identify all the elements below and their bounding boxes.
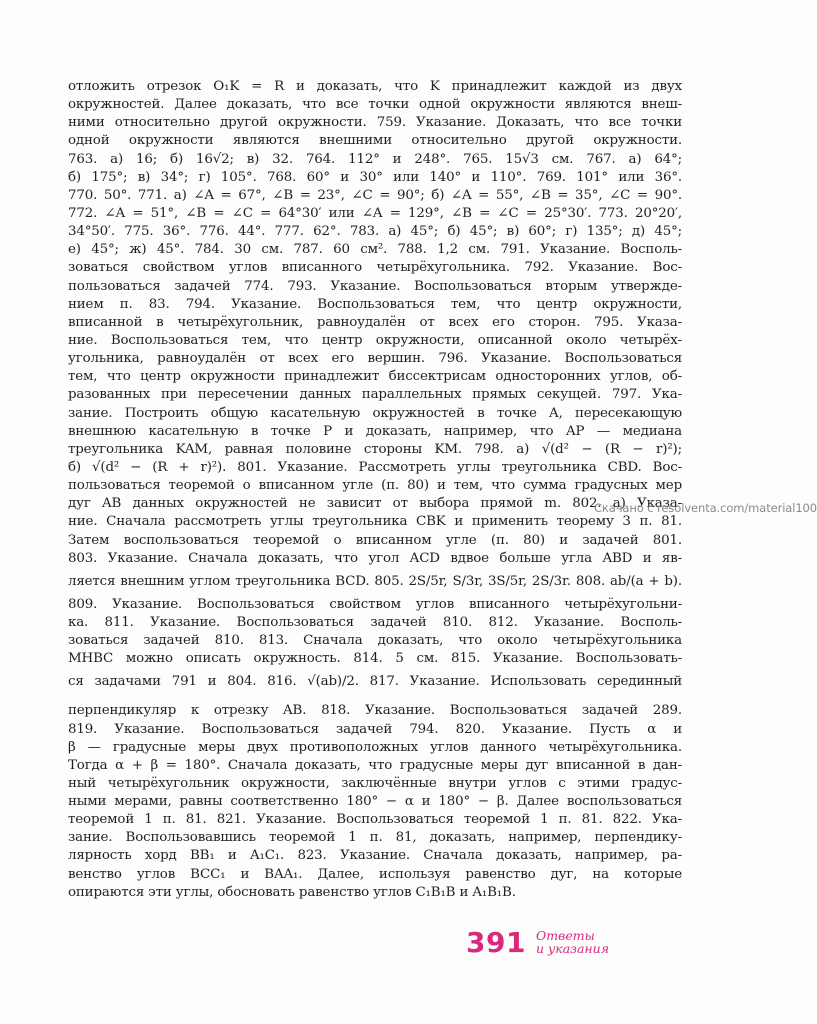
text-line: зание. Воспользовавшись теоремой 1 п. 81, доказать, например, перпендику- xyxy=(68,830,682,846)
text-line: разованных при пересечении данных параллельных прямых секущей. 797. Ука- xyxy=(68,387,682,403)
text-line: 770. 50°. 771. а) ∠A = 67°, ∠B = 23°, ∠C = 90°; б) ∠A = 55°, ∠B = 35°, ∠C = 90°. xyxy=(68,187,683,203)
text-line: перпендикуляр к отрезку AB. 818. Указание. Воспользоваться задачей 289. xyxy=(68,703,682,719)
page-number: 391 xyxy=(466,925,526,959)
text-line: одной окружности являются внешними относительно другой окружности. xyxy=(68,133,682,149)
text-line: отложить отрезок O₁K = R и доказать, что K принадлежит каждой из двух xyxy=(68,79,682,94)
text-line: пользоваться теоремой о вписанном угле (п. 80) и тем, что сумма градусных мер xyxy=(68,478,682,494)
text-line: ними относительно другой окружности. 759. Указание. Доказать, что все точки xyxy=(68,115,682,131)
text-line: ными мерами, равны соответственно 180° − α и 180° − β. Далее воспользоваться xyxy=(68,794,682,810)
text-line: 809. Указание. Воспользоваться свойством углов вписанного четырёхугольни- xyxy=(68,596,682,612)
text-line: Тогда α + β = 180°. Сначала доказать, что градусные меры дуг вписанной в дан- xyxy=(68,757,682,773)
text-line: зоваться задачей 810. 813. Сначала доказать, что около четырёхугольника xyxy=(68,633,682,649)
text-line: е) 45°; ж) 45°. 784. 30 см. 787. 60 см². 788. 1,2 см. 791. Указание. Восполь- xyxy=(68,242,682,258)
text-line: β — градусные меры двух противоположных углов данного четырёхугольника. xyxy=(68,739,682,755)
watermark-text: Скачано с resolventa.com/material100 xyxy=(594,501,817,515)
text-line: зание. Построить общую касательную окружностей в точке A, пересекающую xyxy=(68,405,682,421)
text-line: ние. Воспользоваться тем, что центр окружности, описанной около четырёх- xyxy=(68,332,682,348)
text-line: б) 175°; в) 34°; г) 105°. 768. 60° и 30° или 140° и 110°. 769. 101° или 36°. xyxy=(68,169,682,185)
text-line: ный четырёхугольник окружности, заключённые внутри углов с этими градус- xyxy=(68,775,682,791)
text-line: MHBC можно описать окружность. 814. 5 см. 815. Указание. Воспользовать- xyxy=(68,651,682,667)
text-line: окружностей. Далее доказать, что все точки одной окружности являются внеш- xyxy=(68,97,682,113)
text-line: венство углов BCC₁ и BAA₁. Далее, используя равенство дуг, на которые xyxy=(68,866,682,882)
section-label-line-2: и указания xyxy=(535,941,609,956)
text-line: ляется внешним углом треугольника BCD. 805. 2S/5r, S/3r, 3S/5r, 2S/3r. 808. ab/(a + b). xyxy=(68,573,682,589)
text-line: тем, что центр окружности принадлежит биссектрисам односторонних углов, об- xyxy=(68,369,682,385)
text-line: лярность хорд BB₁ и A₁C₁. 823. Указание. Сначала доказать, например, ра- xyxy=(68,848,682,864)
text-line: б) √(d² − (R + r)²). 801. Указание. Рассмотреть углы треугольника CBD. Вос- xyxy=(68,459,682,475)
text-line: теоремой 1 п. 81. 821. Указание. Воспользоваться теоремой 1 п. 81. 822. Ука- xyxy=(68,812,682,828)
text-line: ся задачами 791 и 804. 816. √(ab)/2. 817. Указание. Использовать серединный xyxy=(68,674,682,690)
text-line: ка. 811. Указание. Воспользоваться задачей 810. 812. Указание. Восполь- xyxy=(68,614,682,630)
text-line: 803. Указание. Сначала доказать, что угол ACD вдвое больше угла ABD и яв- xyxy=(68,550,682,566)
text-line: 763. а) 16; б) 16√2; в) 32. 764. 112° и 248°. 765. 15√3 см. 767. а) 64°; xyxy=(68,151,682,167)
text-line: внешнюю касательную в точке P и доказать, например, что AP — медиана xyxy=(68,423,682,439)
answers-text-block xyxy=(68,78,682,902)
section-label-line-1: Ответы xyxy=(535,928,595,943)
text-line: 34°50′. 775. 36°. 776. 44°. 777. 62°. 783. а) 45°; б) 45°; в) 60°; г) 135°; д) 45°; xyxy=(68,224,682,240)
text-line: угольника, равноудалён от всех его вершин. 796. Указание. Воспользоваться xyxy=(68,351,682,367)
text-line: треугольника KAM, равная половине стороны KM. 798. а) √(d² − (R − r)²); xyxy=(68,441,682,457)
section-label xyxy=(536,929,609,955)
text-line: пользоваться задачей 774. 793. Указание. Воспользоваться вторым утвержде- xyxy=(68,278,682,294)
text-line: ние. Сначала рассмотреть углы треугольника CBK и применить теорему 3 п. 81. xyxy=(68,514,682,530)
text-line: 772. ∠A = 51°, ∠B = ∠C = 64°30′ или ∠A = 129°, ∠B = ∠C = 25°30′. 773. 20°20′, xyxy=(68,205,682,221)
page-footer xyxy=(466,922,609,962)
text-line: нием п. 83. 794. Указание. Воспользоваться тем, что центр окружности, xyxy=(68,296,682,312)
text-line: зоваться свойством углов вписанного четырёхугольника. 792. Указание. Вос- xyxy=(68,260,682,276)
text-line: Затем воспользоваться теоремой о вписанном угле (п. 80) и задачей 801. xyxy=(68,532,682,548)
text-line: вписанной в четырёхугольник, равноудалён от всех его сторон. 795. Указа- xyxy=(68,314,682,330)
text-line: опираются эти углы, обосновать равенство углов C₁B₁B и A₁B₁B. xyxy=(68,884,516,900)
text-line: дуг AB данных окружностей не зависит от выбора прямой m. 802. а) Указа- xyxy=(68,496,682,512)
text-line: 819. Указание. Воспользоваться задачей 794. 820. Указание. Пусть α и xyxy=(68,721,682,737)
